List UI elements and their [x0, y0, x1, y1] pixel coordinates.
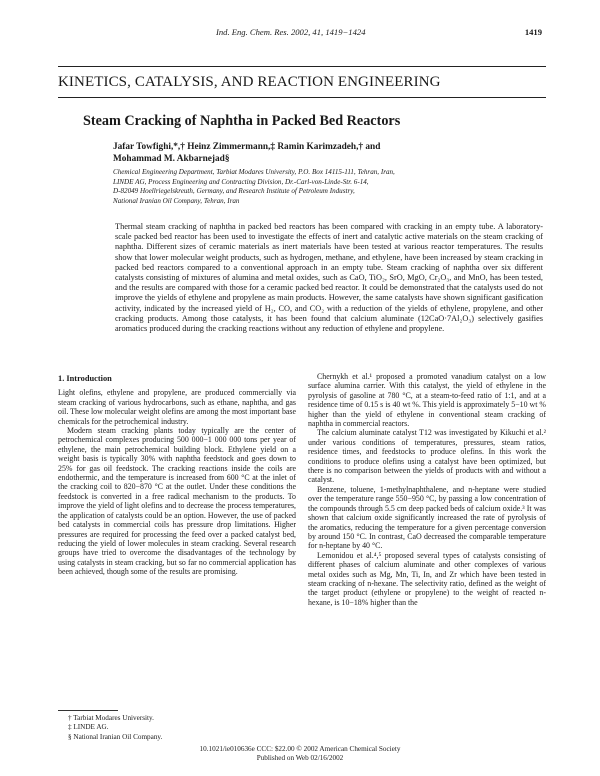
article-title: Steam Cracking of Naphtha in Packed Bed Reactors — [83, 113, 401, 129]
affiliation-line: LINDE AG, Process Engineering and Contracting Division, Dr.-Carl-von-Linde-Str. 6-14, — [113, 177, 369, 186]
section-rule-top — [58, 66, 546, 67]
right-column — [308, 372, 546, 607]
author-line: Mohammad M. Akbarnejad§ — [113, 153, 230, 164]
abstract: Thermal steam cracking of naphtha in packed bed reactors has been compared with cracking in an empty tube. A laboratory-scale packed bed reactor has been used to investigate the effects of inert and catalytic active materials on the steam cracking of naphtha. Different sizes of ceramic materials as inert materials have been tested at various reactor temperatures. The results show that lower molecular weight products, such as hydrogen, methane, and ethylene, have been increased by steam cracking in packed bed reactors compared to a conventional approach in an empty tube. Steam cracking of naphtha over six different catalysts consisting of mixtures of alumina and metal oxides, such as CaO, TiO₂, SrO, MgO, Cr₂O₃, and MnO, has been tested, and the results are compared with those for a ceramic packed bed reactor. It could be demonstrated that the catalysts used do not improve the yields of ethylene and propylene as main products. However, the same catalysts have shown significant gasification activity, indicated by the increased yield of H₂, CO, and CO₂ with a reduction of the yields of ethylene, propylene, and other cracking products. Among those catalysts, it has been found that calcium aluminate (12CaO·7Al₂O₃) selectively gasifies aromatics produced during the cracking reactions without any reduction of ethylene and propylene. — [115, 222, 543, 334]
affiliation-line: Chemical Engineering Department, Tarbiat Modares University, P.O. Box 14115-111, Tehran, Iran, — [113, 168, 395, 176]
journal-reference: Ind. Eng. Chem. Res. 2002, 41, 1419−1424 — [216, 27, 366, 37]
left-column — [58, 372, 296, 577]
footnote: § National Iranian Oil Company. — [68, 732, 163, 741]
section-banner: KINETICS, CATALYSIS, AND REACTION ENGINEERING — [58, 74, 441, 90]
paragraph: Lemonidou et al.⁴,⁵ proposed several types of catalysts consisting of different phases of calcium aluminate and other complexes of various metal oxides such as Mg, Mn, Ti, In, and Zr which have been tested in steam cracking of n-hexane. The selectivity ratio, defined as the weight of the target product (ethylene or propylene) to the weight of reacted n-hexane, is 10−18% higher than the — [308, 550, 546, 607]
paragraph: The calcium aluminate catalyst T12 was investigated by Kikuchi et al.² under various conditions of temperatures, pressures, steam ratios, residence times, and feedstocks to produce olefins. In this work the conditions to produce olefins using a catalyst have been optimized, but there is no comparison between the yields of products with and without a catalyst. — [308, 428, 546, 485]
affiliations — [113, 168, 533, 206]
section-heading-introduction: 1. Introduction — [58, 374, 112, 383]
affiliation-line: National Iranian Oil Company, Tehran, Iran — [113, 196, 240, 205]
paragraph: Light olefins, ethylene and propylene, are produced commercially via steam cracking of various hydrocarbons, such as ethane, naphtha, and gas oil. These low molecular weight olefins are among the most important base chemicals for the petrochemical industry. — [58, 388, 296, 426]
footnote: † Tarbiat Modares University. — [68, 714, 154, 722]
running-header — [0, 27, 600, 39]
published-date: Published on Web 02/16/2002 — [256, 754, 344, 762]
page-number: 1419 — [524, 27, 542, 37]
author-list — [113, 142, 513, 166]
author-line: Jafar Towfighi,*,† Heinz Zimmermann,‡ Ramin Karimzadeh,† and — [113, 142, 381, 152]
footnote: ‡ LINDE AG. — [68, 723, 109, 732]
affiliation-line: D-82049 Hoellriegelskreuth, Germany, and Research Institute of Petroleum Industry, — [113, 187, 355, 196]
section-rule-bottom — [58, 97, 546, 98]
paragraph: Modern steam cracking plants today typically are the center of petrochemical complexes producing 500 000−1 000 000 tons per year of ethylene, the main petrochemical building block. Ethylene yield on a weight basis is typically 30% with naphtha feedstock and goes down to 25% for gas oil feedstock. The cracking reactions inside the coils are endothermic, and the temperature is increased from 600 °C at the inlet of the cracking coil to 820−870 °C at the outlet. Under these conditions the feedstock is converted in a free radical mechanism to the products. To improve the yield of light olefins and to decrease the process temperatures, the application of catalysts could be an option. However, the use of packed bed catalysts in commercial coils has pressure drop limitations. Higher pressures are required for processing the feed over a packed catalyst bed, reducing the yield of lower molecules in steam cracking. Several research groups have tried to overcome the disadvantages of the technology by using catalysts in steam cracking, but so far no commercial application has been achieved, though some of the results are promising. — [58, 426, 296, 577]
paragraph: Benzene, toluene, 1-methylnaphthalene, and n-heptane were studied over the temperature range 550−950 °C, by passing a low concentration of the compounds through 5.5 cm deep packed beds of calcium oxide.³ It was shown that calcium oxide significantly increased the rate of pyrolysis of the aromatics, reducing the temperature for a given percentage conversion by around 150 °C. In contrast, CaO decreased the comparable temperature for n-heptane by 40 °C. — [308, 484, 546, 551]
paragraph: Chernykh et al.¹ proposed a promoted vanadium catalyst on a low surface alumina carrier. With this catalyst, the yield of ethylene in the pyrolysis of gasoline at 780 °C, at a steam-to-feed ratio of 1:1, and at a residence time of 0.15 s is 40 wt %. This yield is approximately 5−10 wt % higher than the yield of ethylene in conventional steam cracking of naphtha in commercial reactors. — [308, 372, 546, 429]
footnotes — [60, 714, 300, 742]
footnote-rule — [58, 710, 118, 711]
doi-line: 10.1021/ie010636e CCC: $22.00 © 2002 American Chemical Society — [199, 745, 401, 753]
publication-info — [0, 745, 600, 763]
